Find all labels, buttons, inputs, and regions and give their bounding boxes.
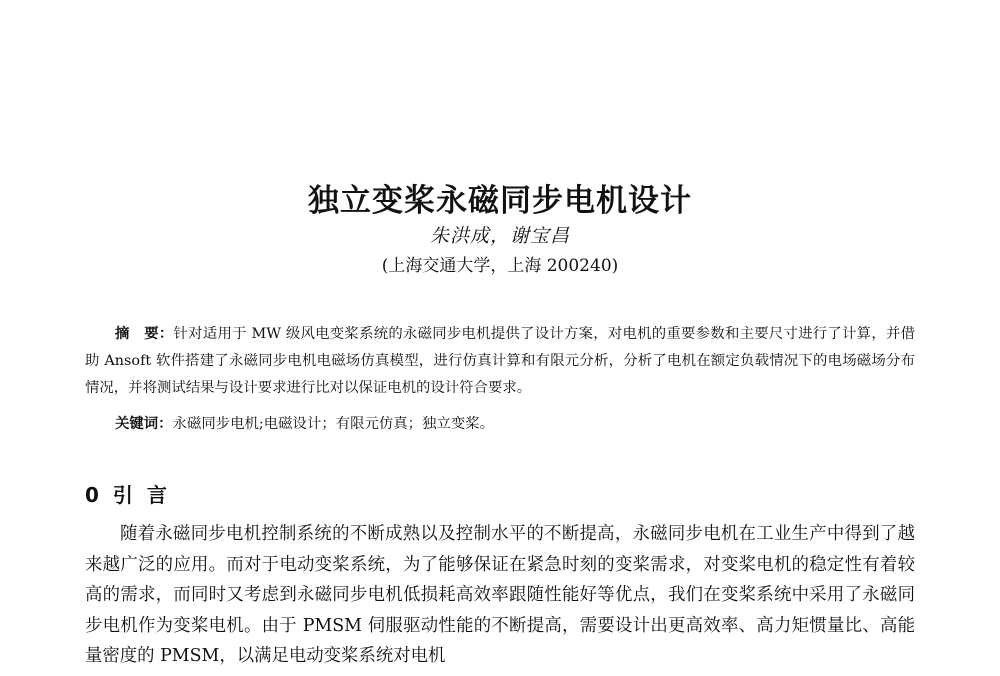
keywords-paragraph (115, 411, 915, 438)
abstract-paragraph (85, 321, 915, 402)
abstract-label: 摘 要： (115, 326, 174, 342)
keywords-text: 永磁同步电机;电磁设计；有限元仿真；独立变桨。 (172, 416, 495, 432)
section-number: 0 (85, 483, 99, 507)
paper-title: 独立变桨永磁同步电机设计 (308, 182, 692, 219)
section-title: 引言 (112, 483, 181, 507)
author-list: 朱洪成，谢宝昌 (429, 225, 570, 247)
keywords-label: 关键词： (115, 416, 173, 432)
abstract-text: 针对适用于 MW 级风电变桨系统的永磁同步电机提供了设计方案，对电机的重要参数和主要尺寸进行了计算，并借助 Ansoft 软件搭建了永磁同步电机电磁场仿真模型，进行仿真计算和有限元分析，分析了电机在额定负载情况下的电场磁场分布情况，并将测试结果与设计要求进行比对以保证电机的设计符合要求。 (85, 326, 915, 396)
body-paragraph: 随着永磁同步电机控制系统的不断成熟以及控制水平的不断提高，永磁同步电机在工业生产中得到了越来越广泛的应用。而对于电动变桨系统，为了能够保证在紧急时刻的变桨需求，对变桨电机的稳定性有着较高的需求，而同时又考虑到永磁同步电机低损耗高效率跟随性能好等优点，我们在变桨系统中采用了永磁同步电机作为变桨电机。由于 PMSM 伺服驱动性能的不断提高，需要设计出更高效率、高力矩惯量比、高能量密度的 PMSM，以满足电动变桨系统对电机 (85, 524, 915, 666)
author-affiliation: (上海交通大学，上海 200240) (381, 256, 619, 276)
section-heading-introduction (85, 480, 181, 510)
